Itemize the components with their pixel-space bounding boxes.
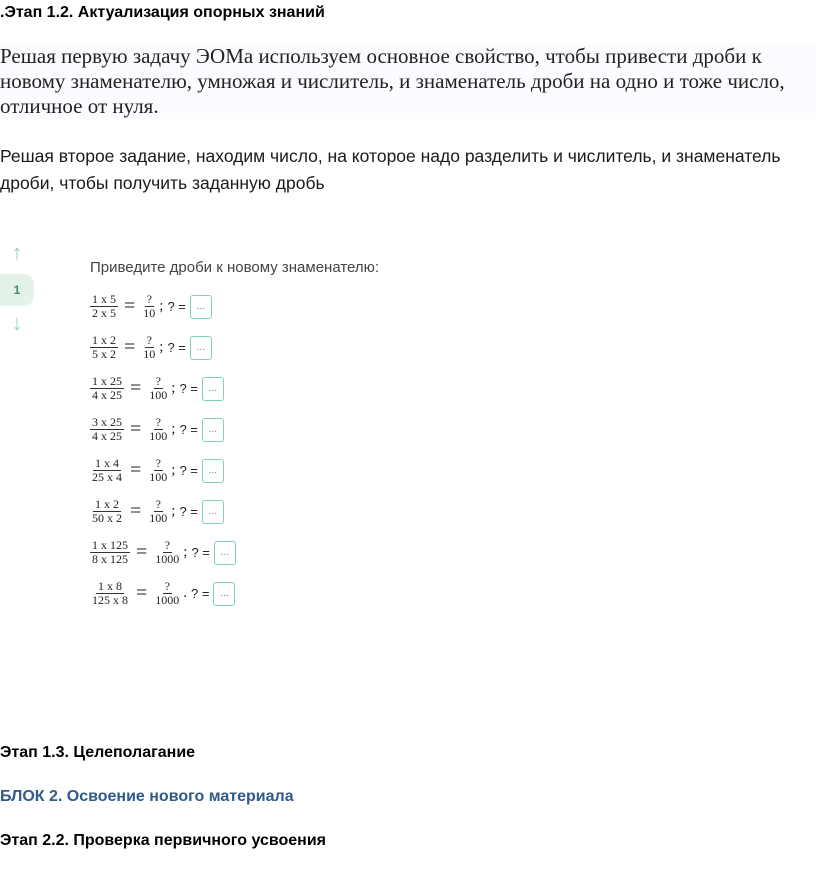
exercise-row bbox=[90, 368, 236, 409]
answer-label: ? = bbox=[191, 545, 210, 560]
stage-2-2-heading: Этап 2.2. Проверка первичного усвоения bbox=[0, 832, 326, 849]
fraction-denominator: 125 x 8 bbox=[92, 593, 128, 607]
target-denominator: 100 bbox=[149, 429, 168, 443]
answer-label: ? = bbox=[179, 422, 198, 437]
target-fraction bbox=[153, 580, 181, 607]
source-fraction bbox=[90, 457, 124, 484]
fraction-numerator: 1 x 4 bbox=[95, 456, 119, 470]
answer-label: ? = bbox=[179, 381, 198, 396]
exercise-title: Приведите дроби к новому знаменателю: bbox=[90, 259, 380, 276]
first-task-paragraph: Решая первую задачу ЭОМа используем основное свойство, чтобы привести дроби к новому знаменателю, умножая и числитель, и знаменатель дроби на одно и тоже число, отличное от нуля. bbox=[0, 44, 816, 119]
answer-input[interactable]: ... bbox=[202, 500, 224, 524]
target-numerator: ? bbox=[155, 497, 161, 511]
equals-sign: = bbox=[130, 377, 142, 399]
answer-label: ? = bbox=[167, 299, 186, 314]
target-denominator: 100 bbox=[149, 388, 168, 402]
answer-input[interactable]: ... bbox=[202, 418, 224, 442]
fraction-denominator: 50 x 2 bbox=[92, 511, 122, 525]
target-denominator: 1000 bbox=[155, 593, 180, 607]
answer-label: ? = bbox=[191, 586, 210, 601]
target-denominator: 10 bbox=[143, 306, 156, 320]
answer-label: ? = bbox=[179, 504, 198, 519]
answer-label: ? = bbox=[179, 463, 198, 478]
equals-sign: = bbox=[130, 500, 142, 522]
source-fraction bbox=[90, 539, 130, 566]
target-denominator: 10 bbox=[143, 347, 156, 361]
separator: . bbox=[183, 585, 188, 601]
equals-sign: = bbox=[130, 418, 142, 440]
source-fraction bbox=[90, 334, 118, 361]
separator: ; bbox=[171, 503, 176, 519]
answer-input[interactable]: ... bbox=[190, 336, 212, 360]
stage-1-3-heading: Этап 1.3. Целеполагание bbox=[0, 744, 196, 761]
fraction-denominator: 4 x 25 bbox=[92, 388, 122, 402]
target-fraction bbox=[147, 498, 169, 525]
target-numerator: ? bbox=[155, 374, 161, 388]
target-denominator: 1000 bbox=[155, 552, 180, 566]
arrow-up-icon[interactable]: ↑ bbox=[11, 240, 23, 265]
answer-input[interactable]: ... bbox=[214, 541, 236, 565]
exercise-row bbox=[90, 450, 236, 491]
source-fraction bbox=[90, 416, 124, 443]
fraction-denominator: 4 x 25 bbox=[92, 429, 122, 443]
target-fraction bbox=[141, 334, 157, 361]
target-numerator: ? bbox=[155, 415, 161, 429]
target-fraction bbox=[147, 416, 169, 443]
fraction-numerator: 1 x 5 bbox=[92, 292, 116, 306]
fraction-numerator: 1 x 125 bbox=[92, 538, 128, 552]
fraction-denominator: 25 x 4 bbox=[92, 470, 122, 484]
answer-input[interactable]: ... bbox=[202, 377, 224, 401]
separator: ; bbox=[183, 544, 188, 560]
exercise-row bbox=[90, 409, 236, 450]
equals-sign: = bbox=[136, 582, 148, 604]
exercise-row bbox=[90, 327, 236, 368]
target-fraction bbox=[141, 293, 157, 320]
stage-1-2-heading: .Этап 1.2. Актуализация опорных знаний bbox=[0, 4, 325, 21]
second-task-paragraph: Решая второе задание, находим число, на которое надо разделить и числитель, и знаменатель дроби, чтобы получить заданную дробь bbox=[0, 146, 781, 193]
separator: ; bbox=[159, 339, 164, 355]
exercise-row bbox=[90, 491, 236, 532]
target-denominator: 100 bbox=[149, 470, 168, 484]
arrow-down-icon[interactable]: ↓ bbox=[11, 310, 23, 335]
source-fraction bbox=[90, 375, 124, 402]
target-fraction bbox=[147, 457, 169, 484]
separator: ; bbox=[159, 298, 164, 314]
source-fraction bbox=[90, 498, 124, 525]
target-numerator: ? bbox=[164, 579, 170, 593]
separator: ; bbox=[171, 380, 176, 396]
answer-label: ? = bbox=[167, 340, 186, 355]
target-numerator: ? bbox=[146, 292, 152, 306]
fraction-numerator: 1 x 2 bbox=[95, 497, 119, 511]
source-fraction bbox=[90, 293, 118, 320]
answer-input[interactable]: ... bbox=[202, 459, 224, 483]
source-fraction bbox=[90, 580, 130, 607]
target-numerator: ? bbox=[164, 538, 170, 552]
target-denominator: 100 bbox=[149, 511, 168, 525]
question-number-badge[interactable]: 1 bbox=[0, 274, 34, 306]
fraction-numerator: 1 x 8 bbox=[98, 579, 122, 593]
equals-sign: = bbox=[130, 459, 142, 481]
target-fraction bbox=[153, 539, 181, 566]
exercise-row bbox=[90, 286, 236, 327]
answer-input[interactable]: ... bbox=[213, 582, 235, 606]
exercise-rows bbox=[90, 286, 236, 614]
equals-sign: = bbox=[124, 295, 136, 317]
target-numerator: ? bbox=[146, 333, 152, 347]
separator: ; bbox=[171, 421, 176, 437]
exercise-nav bbox=[0, 240, 40, 336]
equals-sign: = bbox=[124, 336, 136, 358]
fraction-numerator: 1 x 2 bbox=[92, 333, 116, 347]
fraction-numerator: 1 x 25 bbox=[92, 374, 122, 388]
equals-sign: = bbox=[136, 541, 148, 563]
exercise-row bbox=[90, 532, 236, 573]
separator: ; bbox=[171, 462, 176, 478]
fraction-numerator: 3 x 25 bbox=[92, 415, 122, 429]
fraction-denominator: 2 x 5 bbox=[92, 306, 116, 320]
block-2-heading: БЛОК 2. Освоение нового материала bbox=[0, 788, 294, 805]
fraction-denominator: 8 x 125 bbox=[92, 552, 128, 566]
exercise-row bbox=[90, 573, 236, 614]
fraction-denominator: 5 x 2 bbox=[92, 347, 116, 361]
target-numerator: ? bbox=[155, 456, 161, 470]
answer-input[interactable]: ... bbox=[190, 295, 212, 319]
target-fraction bbox=[147, 375, 169, 402]
